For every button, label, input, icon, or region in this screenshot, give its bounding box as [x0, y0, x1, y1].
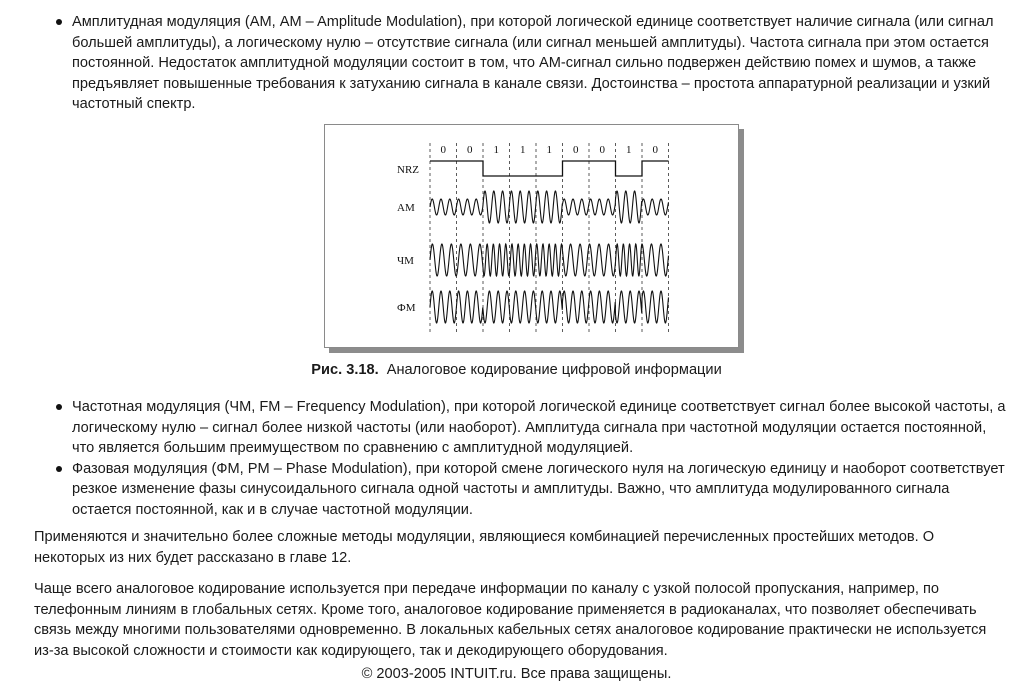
bullet-text: Фазовая модуляция (ФМ, PM – Phase Modulation), при которой смене логического нуля на логическую единицу и наоборот соответствует резкое изменение фазы синусоидального сигнала одной частоты и амплитуды. Важно, что амплитуда модулированного сигнала остается постоянной, как и в случае частотной модуляции. — [72, 460, 1005, 518]
caption-text: Аналоговое кодирование цифровой информации — [386, 362, 722, 378]
paragraph-analog-usage: Чаще всего аналоговое кодирование используется при передаче информации по каналу с узкой полосой пропускания, например, по телефонным линиям в глобальных сетях. Кроме того, аналоговое кодирование применяется в радиоканалах, что позволяет обеспечивать связь между многими пользователями одновременно. В локальных кабельных сетях аналоговое кодирование практически не используется из-за высокой сложности и стоимости как кодирующего, так и декодирующего оборудования. — [34, 581, 987, 659]
bit-value: 0 — [440, 144, 446, 156]
bit-value: 1 — [546, 144, 552, 156]
paragraph-complex-methods: Применяются и значительно более сложные методы модуляции, являющиеся комбинацией перечисленных простейших методов. О некоторых из них будет рассказано в главе 12. — [34, 529, 935, 566]
figure-caption — [0, 360, 1033, 380]
bit-value: 1 — [493, 144, 499, 156]
bullet-dot — [56, 19, 62, 25]
bullet-dot — [56, 466, 62, 472]
bullet-text: Амплитудная модуляция (АМ, AM – Amplitude Modulation), при которой логической единице соответствует наличие сигнала (или сигнал большей амплитуды), а логическому нулю – отсутствие сигнала (или сигнал меньшей амплитуды). Частота сигнала при этом остается постоянной. Недостаток амплитудной модуляции состоит в том, что АМ-сигнал сильно подвержен действию помех и шумов, а также предъявляет повышенные требования к затуханию сигнала в канале связи. Достоинства – простота аппаратурной реализации и узкий частотный спектр. — [72, 14, 994, 112]
am-signal — [430, 191, 669, 223]
row-label-1: AM — [397, 202, 415, 214]
nrz-signal — [430, 161, 669, 176]
figure-box — [324, 124, 739, 348]
bullet-item-fm — [34, 397, 1009, 459]
row-label-2: ЧМ — [397, 255, 414, 267]
bullet-text: Частотная модуляция (ЧМ, FM – Frequency Modulation), при которой логической единице соответствует сигнал более высокой частоты, а логическому нулю – сигнал более низкой частоты (или наоборот). Амплитуда сигнала при частотной модуляции остается постоянной, что является большим преимуществом по сравнению с амплитудной модуляцией. — [72, 399, 1006, 456]
bit-value: 0 — [652, 144, 658, 156]
pm-signal — [430, 291, 669, 323]
bit-value: 0 — [599, 144, 605, 156]
row-label-0: NRZ — [397, 164, 419, 176]
bullet-item-pm — [34, 459, 1009, 521]
caption-number: Рис. 3.18. — [311, 362, 379, 378]
bullet-list-top — [34, 12, 1009, 115]
bullet-item-am — [34, 12, 1009, 115]
row-label-3: ФМ — [397, 302, 416, 314]
modulation-diagram — [325, 125, 738, 347]
bit-value: 0 — [573, 144, 579, 156]
bullet-list-bottom — [34, 397, 1009, 520]
bit-value: 1 — [626, 144, 632, 156]
fm-signal — [430, 244, 669, 276]
bit-value: 0 — [467, 144, 473, 156]
bullet-dot — [56, 404, 62, 410]
bit-value: 1 — [520, 144, 526, 156]
copyright-footer: © 2003-2005 INTUIT.ru. Все права защищены. — [361, 666, 672, 682]
